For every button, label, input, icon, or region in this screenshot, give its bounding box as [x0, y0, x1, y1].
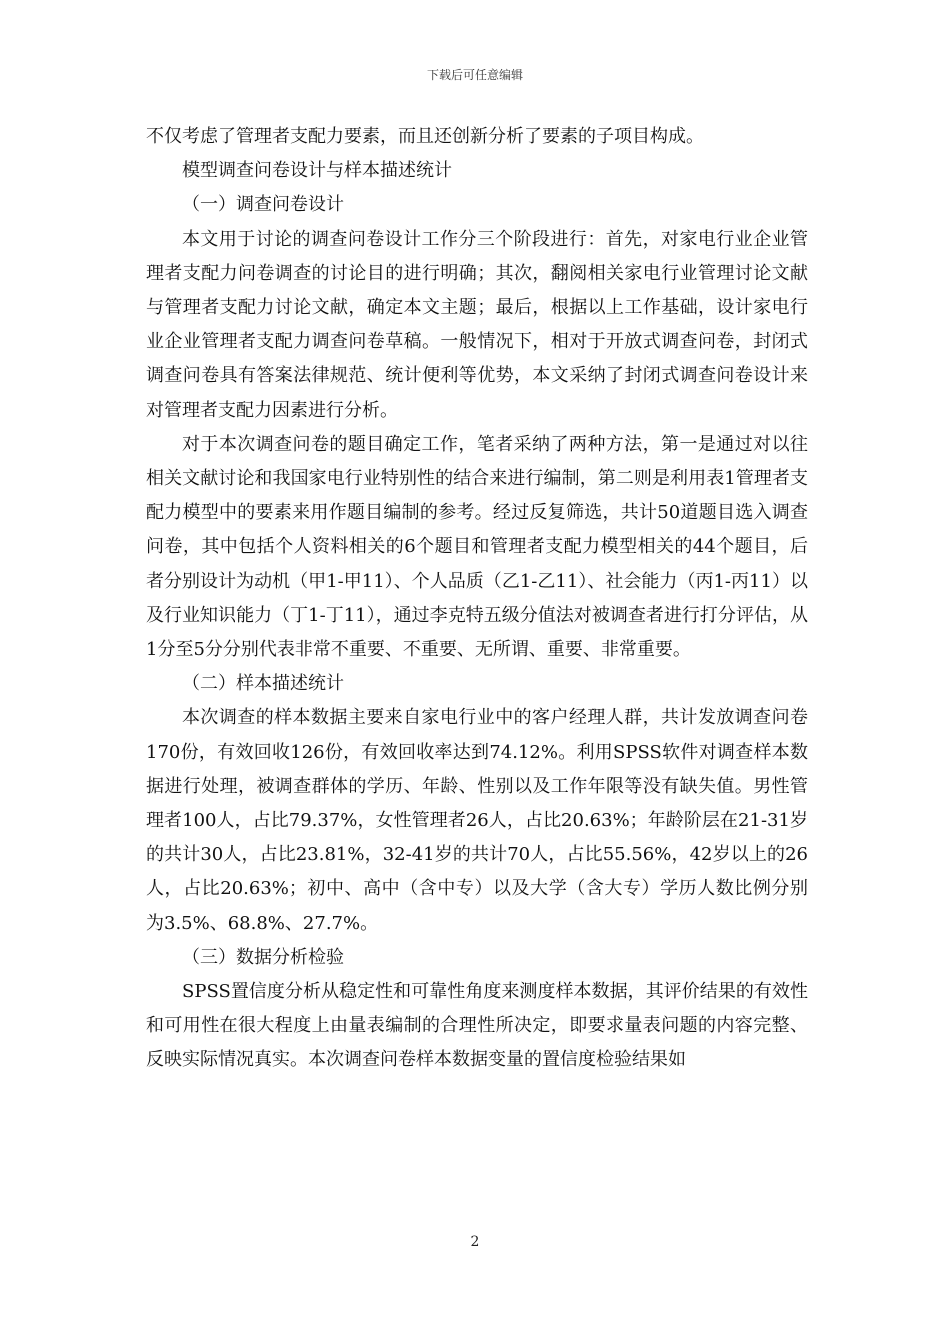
paragraph-continuation: 不仅考虑了管理者支配力要素，而且还创新分析了要素的子项目构成。: [146, 126, 704, 147]
paragraph-sample-statistics: 本次调查的样本数据主要来自家电行业中的客户经理人群，共计发放调查问卷170份，有效回收126份，有效回收率达到74.12%。利用SPSS软件对调查样本数据进行处理，被调查群体的学历、年龄、性别以及工作年限等没有缺失值。男性管理者100人，占比79.37%，女性管理者26人，占比20.63%；年龄阶层在21-31岁的共计30人，占比23.81%，32-41岁的共计70人，占比55.56%，42岁以上的26人，占比20.63%；初中、高中（含中专）以及大学（含大专）学历人数比例分别为3.5%、68.8%、27.7%。: [146, 707, 808, 934]
paragraph-questionnaire-design: 本文用于讨论的调查问卷设计工作分三个阶段进行：首先，对家电行业企业管理者支配力问卷调查的讨论目的进行明确；其次，翻阅相关家电行业管理讨论文献与管理者支配力讨论文献，确定本文主题；最后，根据以上工作基础，设计家电行业企业管理者支配力调查问卷草稿。一般情况下，相对于开放式调查问卷，封闭式调查问卷具有答案法律规范、统计便利等优势，本文采纳了封闭式调查问卷设计来对管理者支配力因素进行分析。: [146, 228, 808, 421]
page-number: 2: [470, 1234, 480, 1250]
section-title: 模型调查问卷设计与样本描述统计: [182, 160, 452, 182]
paragraph-question-selection: 对于本次调查问卷的题目确定工作，笔者采纳了两种方法，第一是通过对以往相关文献讨论和我国家电行业特别性的结合来进行编制，第二则是利用表1管理者支配力模型中的要素来用作题目编制的参考。经过反复筛选，共计50道题目选入调查问卷，其中包括个人资料相关的6个题目和管理者支配力模型相关的44个题目，后者分别设计为动机（甲1-甲11）、个人品质（乙1-乙11）、社会能力（丙1-丙11）以及行业知识能力（丁1-丁11），通过李克特五级分值法对被调查者进行打分评估，从1分至5分分别代表非常不重要、不重要、无所谓、重要、非常重要。: [146, 433, 808, 661]
subsection-heading-3: （三）数据分析检验: [182, 946, 344, 968]
document-body: [146, 120, 808, 1078]
paragraph-data-analysis: SPSS置信度分析从稳定性和可靠性角度来测度样本数据，其评价结果的有效性和可用性在很大程度上由量表编制的合理性所决定，即要求量表问题的内容完整、反映实际情况真实。本次调查问卷样本数据变量的置信度检验结果如: [146, 981, 808, 1071]
page-header: 下载后可任意编辑: [426, 68, 523, 82]
subsection-heading-2: （二）样本描述统计: [182, 673, 344, 695]
subsection-heading-1: （一）调查问卷设计: [182, 194, 344, 216]
